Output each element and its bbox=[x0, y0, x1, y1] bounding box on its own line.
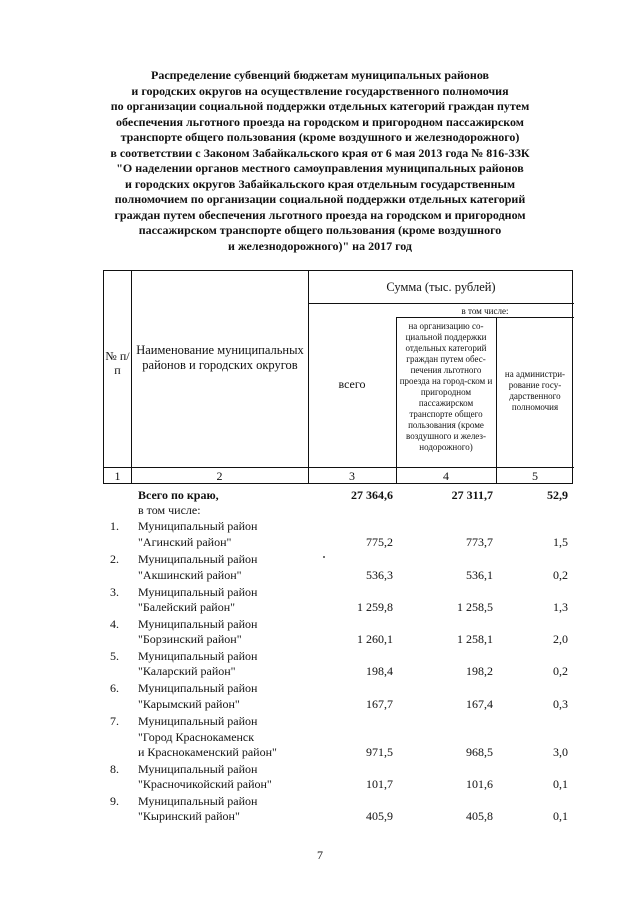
title-line: граждан путем обеспечения льготного проезда на городском и пригородном bbox=[114, 207, 526, 222]
title-line: полномочием по организации социальной поддержки отдельных категорий bbox=[114, 192, 526, 206]
header-n3: 3 bbox=[349, 469, 355, 483]
header-col5: на администри-рование госу-дарственного полномочия bbox=[504, 369, 566, 412]
row-index: 6. bbox=[110, 681, 119, 695]
row-index: 3. bbox=[110, 585, 119, 599]
row-name-line: Муниципальный район bbox=[138, 794, 258, 808]
scan-speck bbox=[323, 556, 325, 558]
col-divider bbox=[131, 271, 132, 483]
title-line: и железнодорожного)" на 2017 год bbox=[228, 238, 412, 253]
header-table bbox=[103, 270, 573, 484]
title-line: и городских округов на осуществление государственного полномочия bbox=[131, 83, 509, 98]
row-total: 405,9 bbox=[366, 809, 393, 823]
row-col4: 773,7 bbox=[466, 535, 493, 549]
row-name-line: "Красночикойский район" bbox=[138, 777, 272, 791]
total-label: Всего по краю, bbox=[138, 488, 219, 502]
header-sum: Сумма (тыс. рублей) bbox=[386, 280, 496, 294]
header-n2: 2 bbox=[216, 469, 223, 483]
title-line: обеспечения льготного проезда на городском и пригородном пассажирском bbox=[116, 114, 524, 129]
title-line: и городских округов Забайкальского края отдельным государственным bbox=[124, 176, 516, 191]
row-name-line: Муниципальный район bbox=[138, 617, 258, 631]
row-name-line: "Агинский район" bbox=[138, 535, 232, 549]
row-total: 198,4 bbox=[366, 664, 393, 678]
total-sum: 27 364,6 bbox=[351, 488, 393, 502]
row-total: 1 259,8 bbox=[357, 600, 393, 614]
header-col4: на организацию со-циальной поддержки отдельных категорий граждан путем обес-печения льготного проезда на город-ском и пригородном пассажирском транспорте общего пользования (кроме воздушного и желез-нодорожного) bbox=[399, 321, 493, 452]
title-line: транспорте общего пользования (кроме воздушного и железнодорожного) bbox=[120, 130, 520, 144]
row-index: 1. bbox=[110, 519, 119, 533]
row-col4: 1 258,1 bbox=[457, 632, 493, 646]
row-total: 775,2 bbox=[366, 535, 393, 549]
row-col5: 0,2 bbox=[553, 568, 568, 582]
row-total: 1 260,1 bbox=[357, 632, 393, 646]
row-total: 536,3 bbox=[366, 568, 393, 582]
row-index: 8. bbox=[110, 762, 119, 776]
title-line: "О наделении органов местного самоуправления муниципальных районов bbox=[116, 161, 524, 175]
row-col5: 2,0 bbox=[553, 632, 568, 646]
row-col4: 167,4 bbox=[466, 697, 493, 711]
total-col5: 52,9 bbox=[547, 488, 568, 502]
header-num: № п/п bbox=[105, 349, 130, 377]
title-line: пассажирском транспорте общего пользования (кроме воздушного bbox=[138, 223, 502, 237]
row-index: 2. bbox=[110, 552, 119, 566]
header-total: всего bbox=[338, 377, 366, 391]
row-col4: 101,6 bbox=[466, 777, 493, 791]
col-divider bbox=[496, 317, 497, 483]
row-divider bbox=[308, 303, 574, 304]
row-col4: 536,1 bbox=[466, 568, 493, 582]
document-title bbox=[100, 68, 540, 254]
row-divider bbox=[104, 467, 574, 468]
title-line: по организации социальной поддержки отдельных категорий граждан путем bbox=[110, 99, 530, 113]
row-total: 971,5 bbox=[366, 745, 393, 759]
row-index: 5. bbox=[110, 649, 119, 663]
row-name-line: Муниципальный район bbox=[138, 552, 258, 566]
row-name-line: "Город Краснокаменск bbox=[138, 730, 255, 744]
title-line: в соответствии с Законом Забайкальского края от 6 мая 2013 года № 816-ЗЗК bbox=[110, 145, 530, 160]
header-name: Наименование муниципальных районов и городских округов bbox=[136, 343, 304, 372]
header-n4: 4 bbox=[443, 469, 449, 483]
page-number: 7 bbox=[317, 848, 323, 862]
row-col4: 1 258,5 bbox=[457, 600, 493, 614]
row-col4: 405,8 bbox=[466, 809, 493, 823]
row-name-line: Муниципальный район bbox=[138, 681, 258, 695]
row-col5: 1,3 bbox=[553, 600, 568, 614]
row-name-line: "Карымский район" bbox=[138, 697, 240, 711]
header-n5: 5 bbox=[532, 469, 538, 483]
row-index: 7. bbox=[110, 714, 119, 728]
row-col5: 1,5 bbox=[553, 535, 568, 549]
row-divider bbox=[396, 317, 574, 318]
row-name-line: "Балейский район" bbox=[138, 600, 236, 614]
row-col5: 0,3 bbox=[553, 697, 568, 711]
col-divider bbox=[396, 317, 397, 483]
row-name-line: Муниципальный район bbox=[138, 714, 258, 728]
row-name-line: и Краснокаменский район" bbox=[138, 745, 277, 759]
header-incl: в том числе: bbox=[461, 306, 509, 316]
row-col5: 0,1 bbox=[553, 809, 568, 823]
row-name-line: "Кыринский район" bbox=[138, 809, 240, 823]
row-name-line: Муниципальный район bbox=[138, 649, 258, 663]
row-index: 9. bbox=[110, 794, 119, 808]
incl-label: в том числе: bbox=[138, 503, 201, 517]
total-col4: 27 311,7 bbox=[451, 488, 493, 502]
row-col4: 198,2 bbox=[466, 664, 493, 678]
row-name-line: "Борзинский район" bbox=[138, 632, 242, 646]
row-col4: 968,5 bbox=[466, 745, 493, 759]
row-name-line: "Акшинский район" bbox=[138, 568, 242, 582]
row-index: 4. bbox=[110, 617, 119, 631]
title-line: Распределение субвенций бюджетам муниципальных районов bbox=[150, 68, 490, 82]
row-col5: 3,0 bbox=[553, 745, 568, 759]
row-total: 167,7 bbox=[366, 697, 393, 711]
row-col5: 0,2 bbox=[553, 664, 568, 678]
row-name-line: Муниципальный район bbox=[138, 519, 258, 533]
row-name-line: Муниципальный район bbox=[138, 762, 258, 776]
row-name-line: "Каларский район" bbox=[138, 664, 236, 678]
header-n1: 1 bbox=[114, 469, 121, 483]
row-name-line: Муниципальный район bbox=[138, 585, 258, 599]
row-col5: 0,1 bbox=[553, 777, 568, 791]
row-total: 101,7 bbox=[366, 777, 393, 791]
